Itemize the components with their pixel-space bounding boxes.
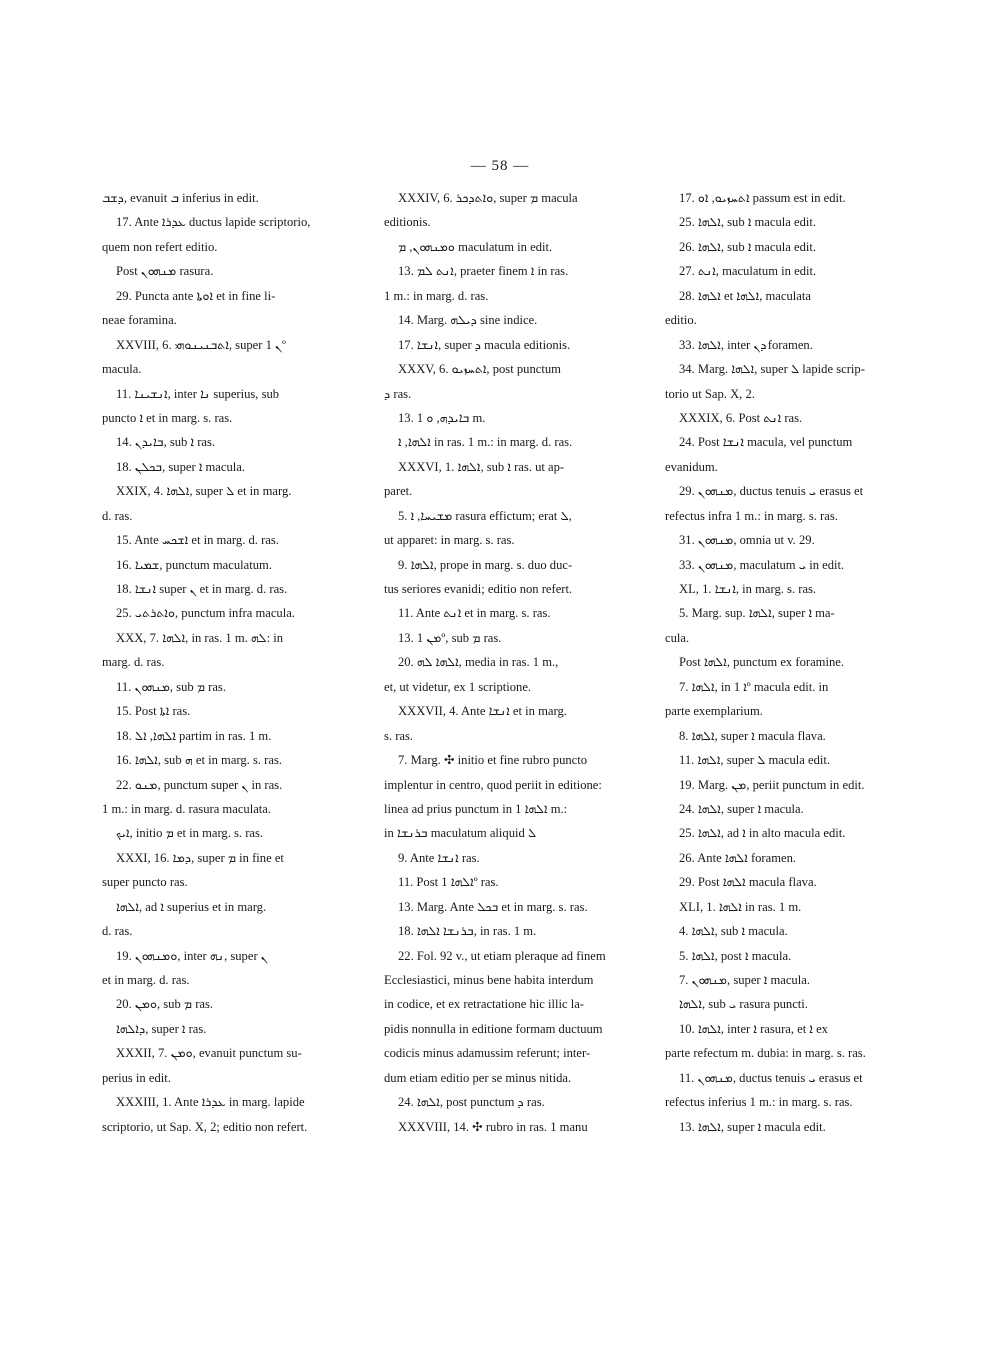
text-line: Post ܡܢܗܘܢ rasura.: [116, 264, 214, 279]
text-line: 33. ܡܢܗܘܢ, maculatum ܝ in edit.: [679, 557, 845, 572]
text-line: 24. Post ܐܢܫܐ macula, vel punctum: [679, 435, 853, 450]
text-line: 11. ܐܠܗܐ, super ܠ macula edit.: [679, 753, 831, 768]
text-line: 7. ܡܢܗܘܢ, super ܐ macula.: [679, 973, 810, 987]
text-line: in codice, et ex retractatione hic illic la-: [384, 997, 584, 1012]
text-line: 13. ܐܢܬ ܠܡ, praeter finem ܐ in ras.: [398, 264, 569, 279]
text-line: neae foramina.: [102, 313, 177, 328]
text-line: editionis.: [384, 215, 431, 230]
text-line: 5. Marg. sup. ܐܠܗܐ, super ܐ ma-: [679, 606, 835, 621]
text-line: editio.: [665, 313, 697, 328]
text-line: 11. ܡܢܗܘܢ, ductus tenuis ܝ erasus et: [679, 1070, 863, 1085]
text-line: parte refectum m. dubia: in marg. s. ras.: [665, 1046, 866, 1061]
text-line: puncto ܐ et in marg. s. ras.: [102, 410, 233, 425]
text-line: XXXVII, 4. Ante ܐܢܫܐ et in marg.: [398, 704, 567, 719]
text-line: 11. Ante ܐܢܬ et in marg. s. ras.: [398, 606, 551, 621]
text-line: et, ut videtur, ex 1 scriptione.: [384, 679, 532, 694]
text-line: 26. ܐܠܗܐ, sub ܐ macula edit.: [679, 239, 817, 254]
text-line: Post ܐܠܗܐ, punctum ex foramine.: [679, 655, 844, 670]
text-line: ܐܠܗܐ, ܐ in ras. 1 m.: in marg. d. ras.: [398, 435, 573, 450]
text-line: 13. ܒܐܝܕܗ, ܘ 1 m.: [398, 410, 486, 425]
text-line: quem non refert editio.: [102, 239, 218, 254]
text-line: 13. ܡܢ 1º, sub ܡ ras.: [398, 630, 502, 645]
text-line: 18. ܐܠܗܐ, ܐܠ partim in ras. 1 m.: [116, 728, 272, 743]
text-line: 25. ܐܠܗܐ, ad ܐ in alto macula edit.: [679, 826, 846, 841]
text-line: 25. ܐܠܗܐ, sub ܐ macula edit.: [679, 215, 817, 230]
text-line: XXXV, 6. ܐܬܚܙܝܘ, post punctum: [398, 362, 561, 377]
text-line: 7. ܐܠܗܐ, in ܐ 1º macula edit. in: [679, 679, 829, 694]
text-line: refectus infra 1 m.: in marg. s. ras.: [665, 508, 838, 523]
text-line: 22. ܡܢܘ, punctum super ܢ in ras.: [116, 777, 283, 792]
text-line: marg. d. ras.: [102, 655, 165, 670]
text-line: 17. Ante ܥܕܪܐ ductus lapide scriptorio,: [116, 215, 311, 230]
text-line: 24. ܐܠܗܐ, post punctum ܕ ras.: [398, 1095, 545, 1110]
text-line: Ecclesiastici, minus bene habita interdum: [384, 973, 594, 987]
text-line: 25. ܘܐܬܪܬܝ, punctum infra macula.: [116, 606, 295, 621]
text-line: 13. Marg. Ante ܒܟܠ et in marg. s. ras.: [398, 899, 588, 914]
text-line: ut apparet: in marg. s. ras.: [384, 533, 515, 548]
text-line: 16. ܫܡܝܐ, punctum maculatum.: [116, 557, 272, 572]
text-line: 31. ܡܢܗܘܢ, omnia ut v. 29.: [679, 533, 815, 548]
text-line: 11. ܡܢܗܘܢ, sub ܡ ras.: [116, 679, 226, 694]
text-line: ܐܠܗܐ, sub ܝ rasura puncti.: [679, 997, 808, 1012]
text-line: 17. ܐܬܚܙܝܘ, ܐܘ passum est in edit.: [679, 191, 846, 205]
text-line: 29. Puncta ante ܐܘܬܐ et in fine li-: [116, 288, 276, 303]
text-line: 15. Post ܐܬܐ ras.: [116, 704, 191, 719]
text-line: d. ras.: [102, 924, 133, 939]
text-line: 8. ܐܠܗܐ, super ܐ macula flava.: [679, 728, 826, 743]
text-line: 20. ܘܡܢ, sub ܡ ras.: [116, 997, 214, 1012]
text-line: ܐܝܟ, initio ܡ et in marg. s. ras.: [116, 826, 264, 841]
text-line: XXX, 7. ܐܠܗܐ, in ras. 1 m. ܠܗ: in: [116, 630, 284, 645]
text-line: implentur in centro, quod periit in editione:: [384, 777, 602, 792]
page-number: — 58 —: [470, 158, 530, 174]
text-line: 18. ܒܟܠܢ, super ܐ macula.: [116, 459, 246, 474]
text-line: 1 m.: in marg. d. ras.: [384, 288, 489, 303]
text-line: XXXIII, 1. Ante ܥܕܪܐ in marg. lapide: [116, 1095, 305, 1110]
text-line: XXXIV, 6. ܘܐܬܕܟܪ, super ܡ macula: [398, 191, 578, 205]
text-line: 15. Ante ܐܫܟܚ et in marg. d. ras.: [116, 533, 279, 548]
text-line: parte exemplarium.: [665, 704, 763, 719]
text-line: XXIX, 4. ܐܠܗܐ, super ܠ et in marg.: [116, 484, 292, 499]
text-line: 9. Ante ܐܢܫܐ ras.: [398, 850, 480, 865]
text-line: 11. ܐܢܫܝܢܐ, inter ܢܐ superius, sub: [116, 386, 280, 401]
text-line: 29. Post ܐܠܗܐ macula flava.: [679, 875, 817, 890]
text-line: 18. ܒܪܢܫܐ ܐܠܗܐ, in ras. 1 m.: [398, 924, 537, 939]
text-line: XXXII, 7. ܘܡܢ, evanuit punctum su-: [116, 1046, 302, 1061]
text-line: evanidum.: [665, 459, 718, 474]
text-line: 5. ܐܠܗܐ, post ܐ macula.: [679, 948, 792, 963]
text-line: 14. ܒܐܝܕܢ, sub ܐ ras.: [116, 435, 216, 450]
text-line: 19. ܘܡܢܗܘܢ, inter ܢܗ, super ܢ: [116, 948, 268, 963]
text-line: in ܒܪܢܫܐ maculatum aliquid ܠ: [384, 826, 537, 841]
text-line: 11. Post ܐܠܗܐ 1º ras.: [398, 875, 499, 890]
text-line: s. ras.: [384, 728, 414, 743]
text-line: 7. Marg. ✣ initio et fine rubro puncto: [398, 753, 588, 768]
text-line: 19. Marg. ܡܢ, periit punctum in edit.: [679, 777, 865, 792]
text-line: d. ras.: [102, 508, 133, 523]
text-line: 27. ܐܢܬ, maculatum in edit.: [679, 264, 817, 279]
text-line: 24. ܐܠܗܐ, super ܐ macula.: [679, 801, 804, 816]
text-line: XL, 1. ܐܢܫܐ, in marg. s. ras.: [679, 582, 817, 596]
text-line: 18. ܐܢܫܐ super ܢ et in marg. d. ras.: [116, 582, 288, 596]
column-left: [102, 186, 360, 1139]
text-line: paret.: [384, 484, 413, 499]
text-line: cula.: [665, 630, 690, 645]
text-line: torio ut Sap. X, 2.: [665, 386, 755, 401]
text-line: ܕܐܠܗܐ, super ܐ ras.: [116, 1021, 207, 1036]
text-line: scriptorio, ut Sap. X, 2; editio non refert.: [102, 1119, 308, 1134]
text-line: 29. ܡܢܗܘܢ, ductus tenuis ܝ erasus et: [679, 484, 864, 499]
text-line: 1 m.: in marg. d. rasura maculata.: [102, 801, 272, 816]
text-line: dum etiam editio per se minus nitida.: [384, 1070, 572, 1085]
text-line: 13. ܐܠܗܐ, super ܐ macula edit.: [679, 1119, 826, 1134]
text-line: 9. ܐܠܗܐ, prope in marg. s. duo duc-: [398, 557, 573, 572]
text-line: XXXVI, 1. ܐܠܗܐ, sub ܐ ras. ut ap-: [398, 459, 565, 474]
text-line: 17. ܐܢܫܐ, super ܕ macula editionis.: [398, 337, 571, 352]
text-line: 4. ܐܠܗܐ, sub ܐ macula.: [679, 924, 788, 939]
text-line: pidis nonnulla in editione formam ductuum: [384, 1021, 603, 1036]
text-line: XXXI, 16. ܕܡܐ, super ܡ in fine et: [116, 850, 284, 865]
text-line: ܐܠܗܐ, ad ܐ superius et in marg.: [116, 899, 267, 914]
text-line: XXXVIII, 14. ✣ rubro in ras. 1 manu: [398, 1119, 588, 1134]
text-line: ܕܫܒ, evanuit ܒ inferius in edit.: [102, 191, 259, 205]
column-middle: [384, 186, 642, 1139]
text-line: ܘܡܢܗܘܢ, ܡ maculatum in edit.: [398, 239, 553, 254]
text-line: 14. Marg. ܕܝܠܗ sine indice.: [398, 313, 538, 328]
text-line: 26. Ante ܐܠܗܐ foramen.: [679, 850, 797, 865]
text-line: 28. ܐܠܗܐ et ܐܠܗܐ, maculata: [679, 288, 811, 303]
text-line: ܕ ras.: [384, 386, 412, 401]
text-line: refectus inferius 1 m.: in marg. s. ras.: [665, 1095, 853, 1110]
text-line: 34. Marg. ܐܠܗܐ, super ܠ lapide scrip-: [679, 362, 865, 377]
text-line: macula.: [102, 362, 142, 377]
column-right: [665, 186, 923, 1139]
text-line: 33. ܐܠܗܐ, inter ܕܢ foramen.: [679, 337, 813, 352]
text-line: tus seriores evanidi; editio non refert.: [384, 582, 573, 596]
text-line: 22. Fol. 92 v., ut etiam pleraque ad finem: [398, 948, 606, 963]
text-line: 20. ܐܠܗܐ ܠܗ, media in ras. 1 m.,: [398, 655, 559, 670]
text-line: XXXIX, 6. Post ܐܢܬ ras.: [679, 410, 803, 425]
text-line: XLI, 1. ܐܠܗܐ in ras. 1 m.: [679, 899, 802, 914]
text-line: codicis minus adamussim referunt; inter-: [384, 1046, 591, 1061]
text-line: perius in edit.: [102, 1070, 171, 1085]
text-line: 16. ܐܠܗܐ, sub ܗ et in marg. s. ras.: [116, 753, 283, 768]
text-line: et in marg. d. ras.: [102, 973, 190, 987]
text-line: linea ad prius punctum in ܐܠܗܐ 1 m.:: [384, 801, 568, 816]
text-line: XXVIII, 6. ܐܬܒܢܝܢܘܗܝ, super ܢ 1º: [116, 337, 286, 352]
text-line: super puncto ras.: [102, 875, 188, 890]
text-line: 10. ܐܠܗܐ, inter ܐ rasura, et ܐ ex: [679, 1021, 828, 1036]
text-line: 5. ܡܫܝܚܐ, ܐ rasura effictum; erat ܠ,: [398, 508, 572, 523]
